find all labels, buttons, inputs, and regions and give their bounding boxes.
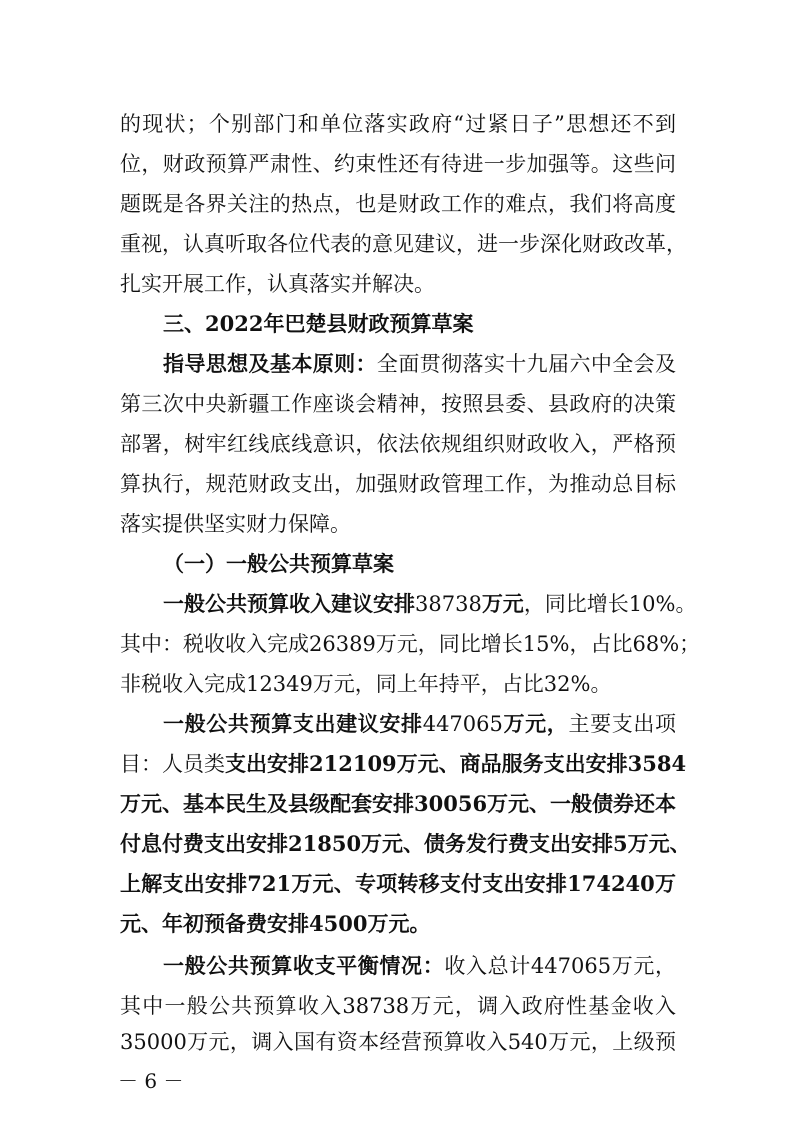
paragraph-line: 题既是各界关注的热点，也是财政工作的难点，我们将高度 xyxy=(120,192,676,216)
paragraph-line: 非税收入完成12349万元，同上年持平，占比32%。 xyxy=(120,672,612,696)
bold-lead: 指导思想及基本原则： xyxy=(163,351,377,376)
paragraph-line: 目：人员类支出安排212109万元、商品服务支出安排3584 xyxy=(120,751,687,776)
paragraph-line: 付息付费支出安排21850万元、债务发行费支出安排5万元、 xyxy=(120,831,691,856)
paragraph-line: 其中一般公共预算收入38738万元，调入政府性基金收入 xyxy=(120,994,676,1018)
paragraph-line: 一般公共预算支出建议安排447065万元，主要支出项 xyxy=(163,711,677,736)
paragraph-line: 落实提供坚实财力保障。 xyxy=(120,512,351,536)
paragraph-line: 上解支出安排721万元、专项转移支付支出安排174240万 xyxy=(120,871,676,896)
paragraph-line: 扎实开展工作，认真落实并解决。 xyxy=(120,272,435,296)
paragraph-line: 元、年初预备费安排4500万元。 xyxy=(120,911,431,936)
paragraph-line: 一般公共预算收入建议安排38738万元，同比增长10%。 xyxy=(163,591,697,616)
paragraph-line: 重视，认真听取各位代表的意见建议，进一步深化财政改革， xyxy=(120,232,687,256)
paragraph-line: 万元、基本民生及县级配套安排30056万元、一般债券还本 xyxy=(120,791,677,816)
paragraph-line: 的现状；个别部门和单位落实政府“过紧日子”思想还不到 xyxy=(120,112,676,136)
subsection-heading: （一）一般公共预算草案 xyxy=(163,551,394,576)
paragraph-line: 第三次中央新疆工作座谈会精神，按照县委、县政府的决策 xyxy=(120,392,676,416)
paragraph-line: 位，财政预算严肃性、约束性还有待进一步加强等。这些问 xyxy=(120,152,676,176)
section-heading: 三、2022年巴楚县财政预算草案 xyxy=(163,311,474,336)
paragraph-line: 其中：税收收入完成26389万元，同比增长15%，占比68%； xyxy=(120,632,701,656)
paragraph-line: 一般公共预算收支平衡情况：收入总计447065万元， xyxy=(163,953,676,978)
paragraph-line: 35000万元，调入国有资本经营预算收入540万元，上级预 xyxy=(120,1030,676,1054)
page-number: － 6 － xyxy=(118,1069,184,1093)
paragraph-line: 算执行，规范财政支出，加强财政管理工作，为推动总目标 xyxy=(120,472,676,496)
paragraph-line: 部署，树牢红线底线意识，依法依规组织财政收入，严格预 xyxy=(120,432,676,456)
paragraph-line: 指导思想及基本原则：全面贯彻落实十九届六中全会及 xyxy=(163,351,677,376)
